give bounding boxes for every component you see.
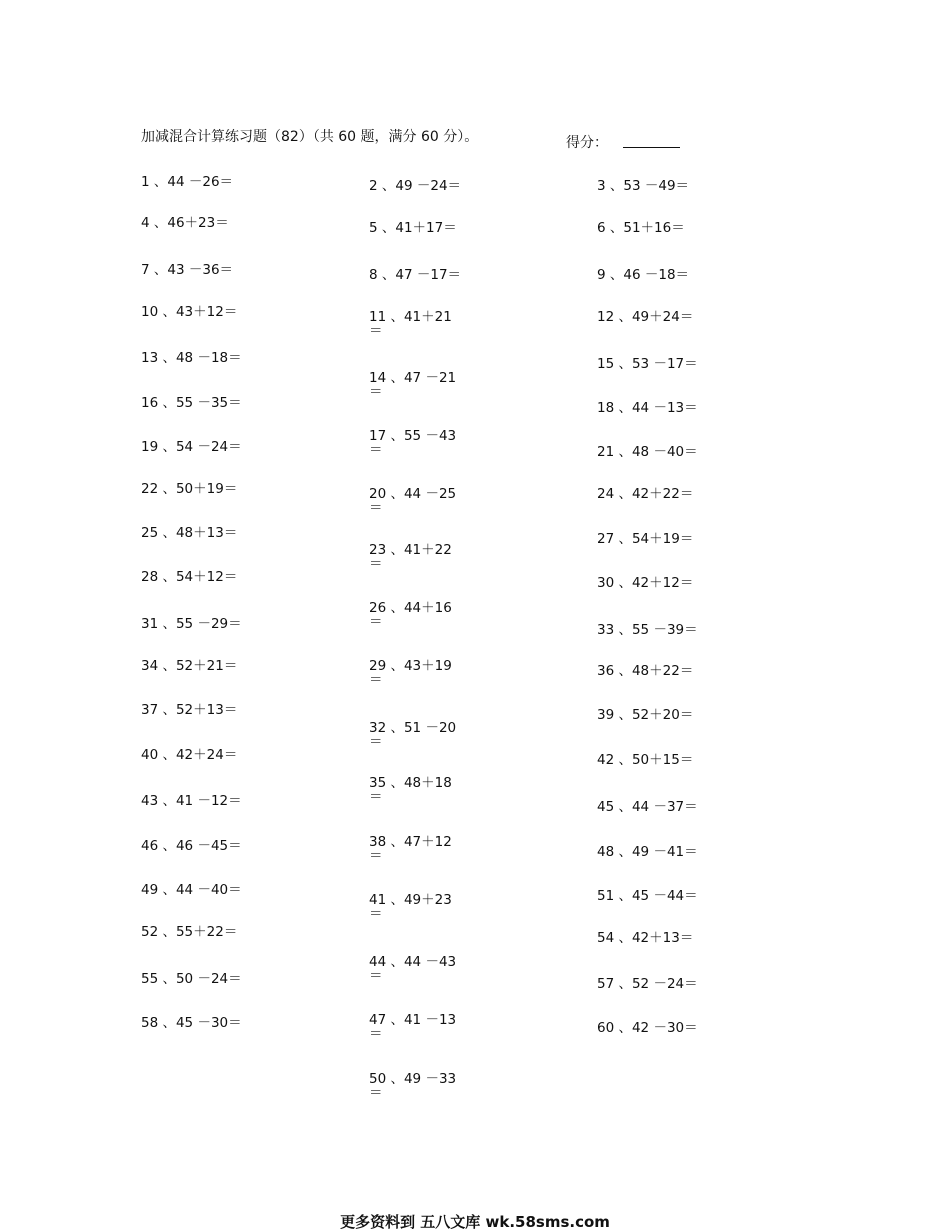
problem-item: [597, 623, 698, 637]
problem-item: [141, 925, 237, 939]
problem-text: 18 、44 －13＝: [597, 400, 698, 416]
problem-item: [141, 703, 237, 717]
problem-text: 10 、43＋12＝: [141, 304, 238, 320]
problem-text: 54 、42＋13＝: [597, 930, 694, 946]
problem-item: [141, 617, 242, 631]
problem-text: 41 、49＋23: [369, 892, 452, 908]
problem-text: 9 、46 －18＝: [597, 267, 690, 283]
problem-item: [141, 839, 242, 853]
problem-text: 17 、55 －43: [369, 428, 457, 444]
problem-text: 57 、52 －24＝: [597, 976, 698, 992]
problem-item: [141, 570, 237, 584]
problem-item: [597, 845, 698, 859]
problem-item: [141, 482, 237, 496]
problem-item: [369, 221, 457, 235]
equals-sign: ＝: [369, 614, 383, 630]
problem-text: 16 、55 －35＝: [141, 395, 242, 411]
problem-item: [369, 429, 456, 457]
problem-item: [597, 977, 698, 991]
problem-text: 31 、55 －29＝: [141, 616, 242, 632]
problem-text: 15 、53 －17＝: [597, 356, 698, 372]
problem-item: [597, 221, 685, 235]
problem-text: 2 、49 －24＝: [369, 178, 462, 194]
problem-item: [141, 526, 237, 540]
problem-item: [141, 1016, 242, 1030]
problem-item: [597, 1021, 698, 1035]
problem-text: 12 、49＋24＝: [597, 309, 694, 325]
problem-item: [369, 487, 456, 515]
equals-sign: ＝: [369, 734, 383, 750]
problem-item: [369, 371, 456, 399]
problem-item: [369, 543, 452, 571]
problem-item: [141, 305, 237, 319]
problem-item: [369, 659, 452, 687]
problem-item: [141, 748, 237, 762]
problem-item: [141, 794, 242, 808]
problem-text: 22 、50＋19＝: [141, 481, 238, 497]
problem-text: 29 、43＋19: [369, 658, 452, 674]
problem-item: [141, 175, 233, 189]
problem-text: 23 、41＋22: [369, 542, 452, 558]
problem-text: 46 、46 －45＝: [141, 838, 242, 854]
problem-text: 11 、41＋21: [369, 309, 452, 325]
problem-text: 43 、41 －12＝: [141, 793, 242, 809]
problem-text: 1 、44 －26＝: [141, 174, 234, 190]
problem-item: [369, 1013, 456, 1041]
equals-sign: ＝: [369, 789, 383, 805]
problem-text: 60 、42 －30＝: [597, 1020, 698, 1036]
problem-item: [141, 972, 242, 986]
problem-item: [369, 268, 461, 282]
problem-item: [141, 396, 242, 410]
problem-text: 39 、52＋20＝: [597, 707, 694, 723]
problem-text: 14 、47 －21: [369, 370, 457, 386]
problem-text: 49 、44 －40＝: [141, 882, 242, 898]
problem-text: 37 、52＋13＝: [141, 702, 238, 718]
problem-text: 25 、48＋13＝: [141, 525, 238, 541]
equals-sign: ＝: [369, 1026, 383, 1042]
problem-item: [597, 664, 693, 678]
equals-sign: ＝: [369, 968, 383, 984]
problem-text: 28 、54＋12＝: [141, 569, 238, 585]
problem-item: [141, 216, 229, 230]
problem-text: 55 、50 －24＝: [141, 971, 242, 987]
problem-item: [369, 893, 452, 921]
problem-text: 44 、44 －43: [369, 954, 457, 970]
problem-text: 8 、47 －17＝: [369, 267, 462, 283]
problem-text: 20 、44 －25: [369, 486, 457, 502]
problem-item: [141, 351, 242, 365]
problem-text: 6 、51＋16＝: [597, 220, 685, 236]
problem-item: [597, 401, 698, 415]
problem-item: [597, 889, 698, 903]
problem-item: [369, 601, 452, 629]
problem-text: 33 、55 －39＝: [597, 622, 698, 638]
score-blank-line: [623, 147, 680, 148]
problem-item: [369, 310, 452, 338]
problem-item: [141, 440, 242, 454]
problem-text: 30 、42＋12＝: [597, 575, 694, 591]
problem-text: 3 、53 －49＝: [597, 178, 690, 194]
problem-text: 50 、49 －33: [369, 1071, 457, 1087]
problem-text: 45 、44 －37＝: [597, 799, 698, 815]
problem-item: [141, 263, 233, 277]
problem-item: [597, 931, 693, 945]
problem-item: [597, 357, 698, 371]
equals-sign: ＝: [369, 556, 383, 572]
problem-text: 40 、42＋24＝: [141, 747, 238, 763]
problem-text: 42 、50＋15＝: [597, 752, 694, 768]
problem-text: 47 、41 －13: [369, 1012, 457, 1028]
problem-text: 21 、48 －40＝: [597, 444, 698, 460]
problem-item: [369, 1072, 456, 1100]
footer-watermark: 更多资料到 五八文库 wk.58sms.com: [340, 1213, 610, 1231]
problem-item: [597, 268, 689, 282]
problem-item: [597, 576, 693, 590]
problem-item: [141, 883, 242, 897]
equals-sign: ＝: [369, 442, 383, 458]
problem-text: 52 、55＋22＝: [141, 924, 238, 940]
problem-item: [597, 310, 693, 324]
problem-text: 19 、54 －24＝: [141, 439, 242, 455]
problem-text: 32 、51 －20: [369, 720, 457, 736]
problem-text: 7 、43 －36＝: [141, 262, 234, 278]
problem-text: 5 、41＋17＝: [369, 220, 457, 236]
problem-text: 48 、49 －41＝: [597, 844, 698, 860]
problem-item: [597, 179, 689, 193]
problem-text: 27 、54＋19＝: [597, 531, 694, 547]
problem-item: [597, 708, 693, 722]
equals-sign: ＝: [369, 500, 383, 516]
problem-text: 38 、47＋12: [369, 834, 452, 850]
problem-item: [597, 532, 693, 546]
problem-item: [369, 955, 456, 983]
problem-text: 36 、48＋22＝: [597, 663, 694, 679]
problem-text: 24 、42＋22＝: [597, 486, 694, 502]
problem-item: [369, 721, 456, 749]
problem-item: [369, 776, 452, 804]
problem-item: [597, 753, 693, 767]
problem-text: 51 、45 －44＝: [597, 888, 698, 904]
problem-item: [369, 835, 452, 863]
problem-text: 35 、48＋18: [369, 775, 452, 791]
problem-text: 4 、46＋23＝: [141, 215, 229, 231]
problem-text: 13 、48 －18＝: [141, 350, 242, 366]
problem-item: [597, 800, 698, 814]
problem-text: 26 、44＋16: [369, 600, 452, 616]
worksheet-title: 加减混合计算练习题（82）（共 60 题，满分 60 分）。: [141, 129, 479, 145]
problem-item: [597, 487, 693, 501]
problem-item: [369, 179, 461, 193]
equals-sign: ＝: [369, 323, 383, 339]
equals-sign: ＝: [369, 906, 383, 922]
score-label: 得分：: [566, 135, 608, 151]
problem-text: 58 、45 －30＝: [141, 1015, 242, 1031]
problem-item: [141, 659, 237, 673]
equals-sign: ＝: [369, 384, 383, 400]
equals-sign: ＝: [369, 848, 383, 864]
equals-sign: ＝: [369, 1085, 383, 1101]
equals-sign: ＝: [369, 672, 383, 688]
problem-item: [597, 445, 698, 459]
problem-text: 34 、52＋21＝: [141, 658, 238, 674]
